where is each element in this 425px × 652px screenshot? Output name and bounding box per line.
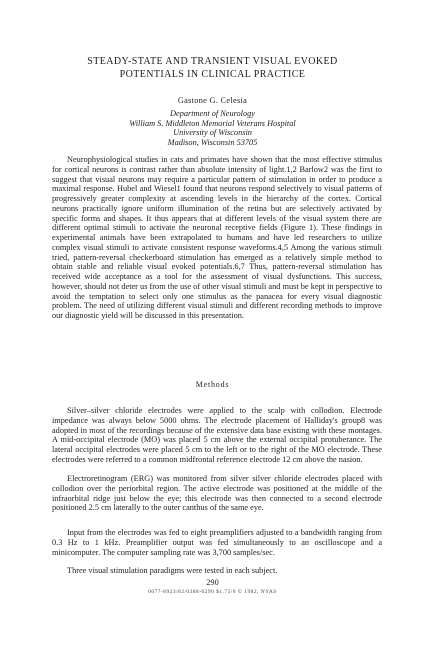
intro-paragraph: Neurophysiological studies in cats and primates have shown that the most effective stimulus for cortical neurons is contrast rather than absolute intensity of light.1,2 Barlow2 was the first to suggest that visual neurons may require a particular pattern of stimulation in order to produce a maximal response. Hubel and Wiesel1 found that neurons respond selectively to visual patterns of progressively greater complexity at ascending levels in the hierarchy of the cortex. Cortical neurons practically ignore uniform illumination of the retina but are selectively activated by specific forms and shapes. It thus appears that at different levels of the visual system there are different optimal stimuli to activate the neuronal receptive fields (Figure 1). These findings in experimental animals have been extrapolated to humans and have led researchers to utilize complex visual stimuli to activate consistent response waveforms.4,5 Among the various stimuli tried, pattern-reversal checkerboard stimulation has emerged as a relatively simple method to obtain stable and reliable visual evoked potentials.6,7 Thus, pattern-reversal stimulation has received wide acceptance as a tool for the assessment of visual dysfunctions. This success, however, should not deter us from the use of other visual stimuli and must be kept in perspective to avoid the temptation to select only one stimulus as the panacea for every visual diagnostic problem. The need of utilizing different visual stimuli and different recording methods to improve our diagnostic yield will be discussed in this presentation.	[52, 155, 382, 320]
affiliation-address: Madison, Wisconsin 53705	[167, 137, 258, 147]
methods-heading: Methods	[195, 380, 230, 389]
paper-title-line-1: STEADY-STATE AND TRANSIENT VISUAL EVOKED	[87, 56, 338, 67]
footer-code: 0077-8923/82/0388-0290 $1.75/0 © 1982, NYAS	[148, 589, 277, 595]
affiliation-hospital: William S. Middleton Memorial Veterans Hospital	[129, 118, 296, 128]
methods-paragraph-erg: Electroretinogram (ERG) was monitored from silver silver chloride electrodes placed with collodion over the periorbital region. The active electrode was positioned at the middle of the infraorbital ridge just below the eye; this electrode was then connected to a second electrode positioned 2.5 cm laterally to the outer canthus of the same eye.	[52, 474, 382, 513]
affiliation-university: University of Wisconsin	[173, 128, 252, 137]
paper-title-line-2: POTENTIALS IN CLINICAL PRACTICE	[119, 69, 306, 80]
methods-paragraph-electrodes: Silver–silver chloride electrodes were applied to the scalp with collodion. Electrode impedance was always below 5000 ohms. The electrode placement of Halliday's group8 was adopted in most of the recordings because of the extensive data base existing with these montages. A mid-occipital electrode (MO) was placed 5 cm above the external occipital protuberance. The lateral occipital electrodes were placed 5 cm to the left or to the right of the MO electrode. These electrodes were referred to a common midfrontal reference electrode 12 cm above the nasion.	[52, 406, 382, 464]
affiliation-department: Department of Neurology	[170, 109, 255, 118]
author-name: Gastone G. Celesia	[177, 96, 248, 105]
methods-paragraph-paradigms: Three visual stimulation paradigms were tested in each subject.	[67, 566, 278, 575]
methods-paragraph-amplifiers: Input from the electrodes was fed to eight preamplifiers adjusted to a bandwidth ranging from 0.3 Hz to 1 kHz. Preamplifier output was fed simultaneously to an oscilloscope and a minicomputer. The computer sampling rate was 3,700 samples/sec.	[52, 528, 382, 557]
page-number: 290	[206, 578, 219, 587]
